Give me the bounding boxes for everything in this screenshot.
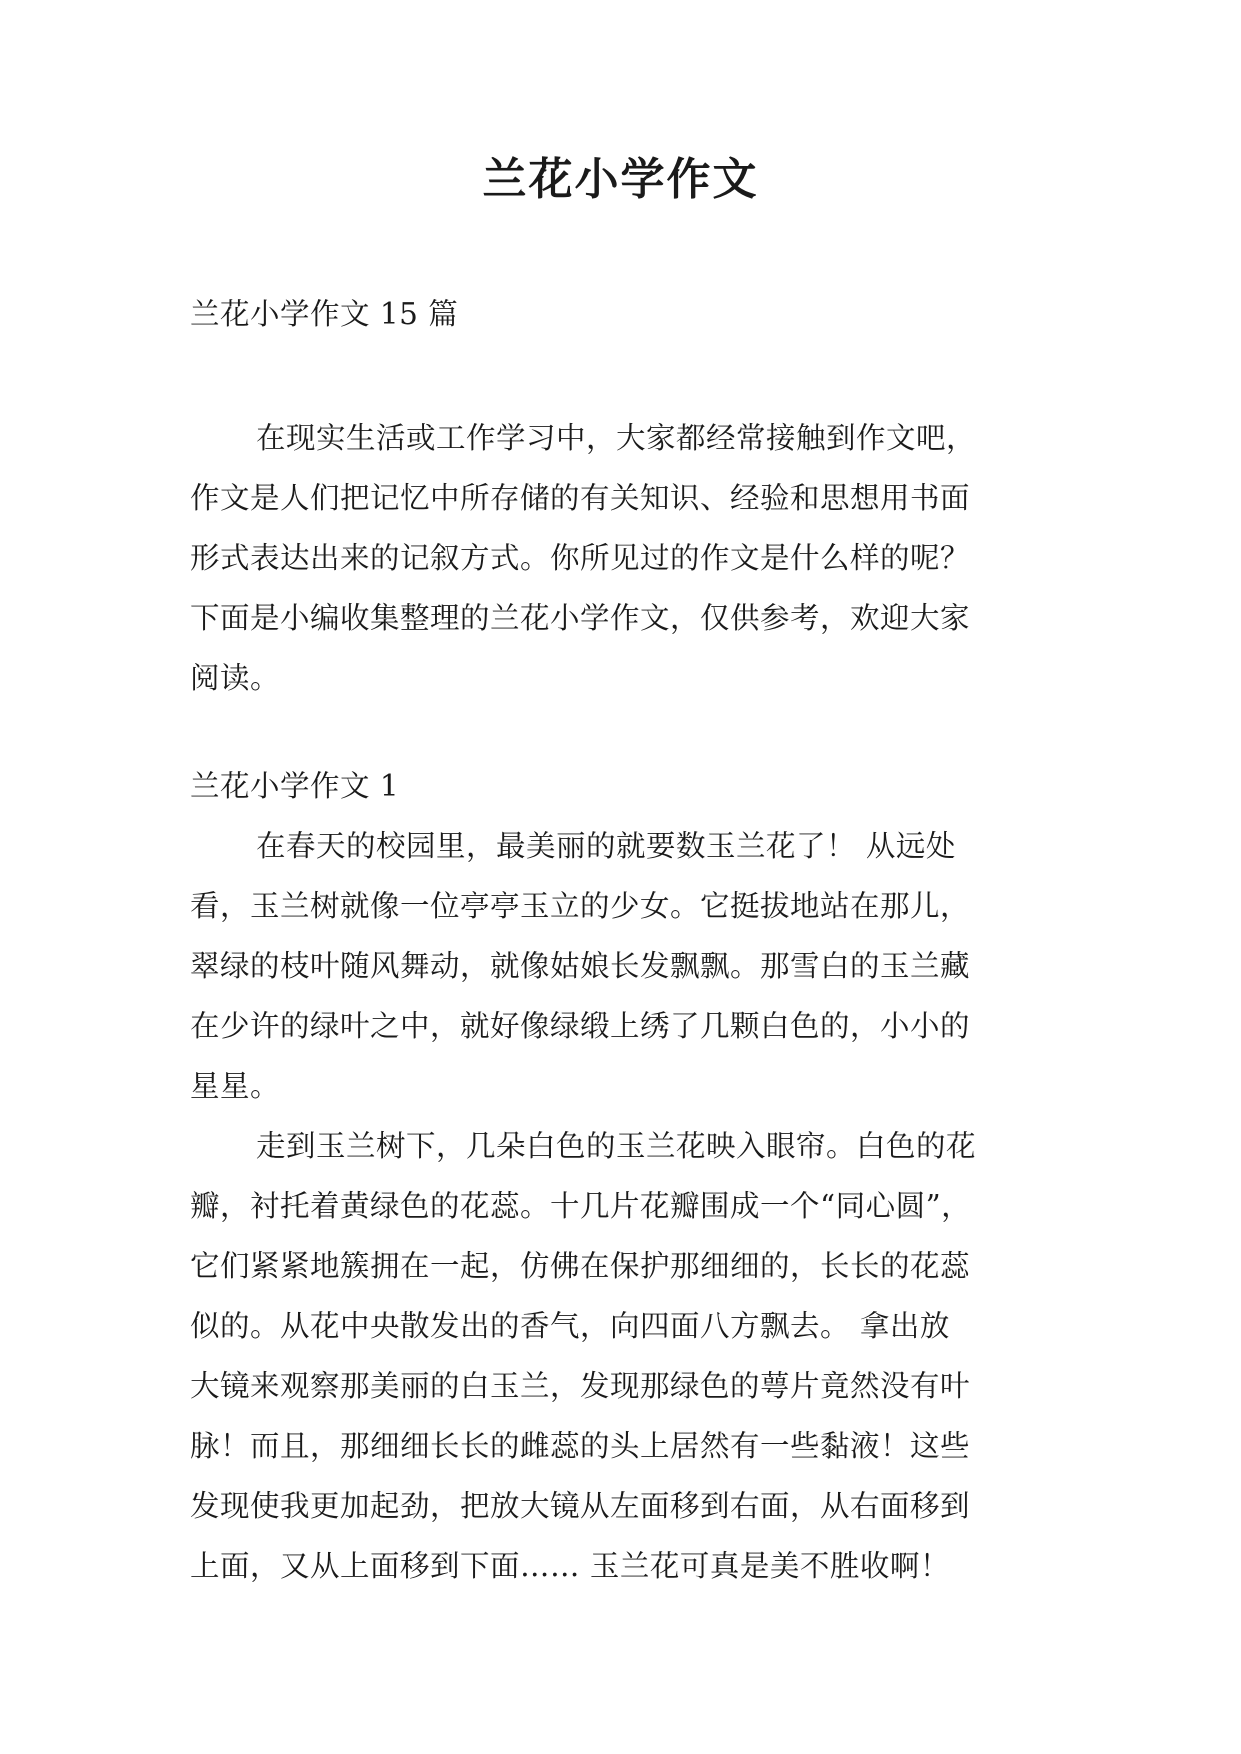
intro-line: 阅读。 xyxy=(190,661,281,695)
intro-line: 在现实生活或工作学习中，大家都经常接触到作文吧， xyxy=(256,421,977,455)
paragraph-1 xyxy=(190,816,1060,1116)
paragraph-line: 星星。 xyxy=(190,1069,281,1103)
paragraph-line: 在少许的绿叶之中，就好像绿缎上绣了几颗白色的，小小的 xyxy=(190,1009,971,1043)
intro-line: 下面是小编收集整理的兰花小学作文，仅供参考，欢迎大家 xyxy=(190,601,971,635)
paragraph-line: 大镜来观察那美丽的白玉兰，发现那绿色的萼片竟然没有叶 xyxy=(190,1369,971,1403)
spacer xyxy=(190,344,1060,408)
intro-line: 作文是人们把记忆中所存储的有关知识、经验和思想用书面 xyxy=(190,481,971,515)
document-body xyxy=(190,284,1060,1596)
document-subtitle: 兰花小学作文 15 篇 xyxy=(190,297,459,331)
paragraph-line: 走到玉兰树下，几朵白色的玉兰花映入眼帘。白色的花 xyxy=(256,1129,977,1163)
paragraph-line: 看，玉兰树就像一位亭亭玉立的少女。它挺拔地站在那儿， xyxy=(190,889,971,923)
intro-line: 形式表达出来的记叙方式。你所见过的作文是什么样的呢？ xyxy=(190,541,971,575)
section-heading: 兰花小学作文 1 xyxy=(190,769,400,803)
paragraph-line: 发现使我更加起劲，把放大镜从左面移到右面，从右面移到 xyxy=(190,1489,971,1523)
paragraph-line: 瓣，衬托着黄绿色的花蕊。十几片花瓣围成一个“同心圆”， xyxy=(190,1189,972,1223)
paragraph-2 xyxy=(190,1116,1060,1596)
paragraph-line: 似的。从花中央散发出的香气，向四面八方飘去。 拿出放 xyxy=(190,1309,950,1343)
paragraph-line: 在春天的校园里，最美丽的就要数玉兰花了！ 从远处 xyxy=(256,829,956,863)
paragraph-line: 翠绿的枝叶随风舞动，就像姑娘长发飘飘。那雪白的玉兰藏 xyxy=(190,949,971,983)
intro-paragraph xyxy=(190,408,1060,708)
paragraph-line: 脉！而且，那细细长长的雌蕊的头上居然有一些黏液！这些 xyxy=(190,1429,971,1463)
spacer xyxy=(190,708,1060,756)
paragraph-line: 它们紧紧地簇拥在一起，仿佛在保护那细细的，长长的花蕊 xyxy=(190,1249,971,1283)
paragraph-line: 上面，又从上面移到下面…… 玉兰花可真是美不胜收啊！ xyxy=(190,1549,950,1583)
document-title: 兰花小学作文 xyxy=(482,154,759,205)
